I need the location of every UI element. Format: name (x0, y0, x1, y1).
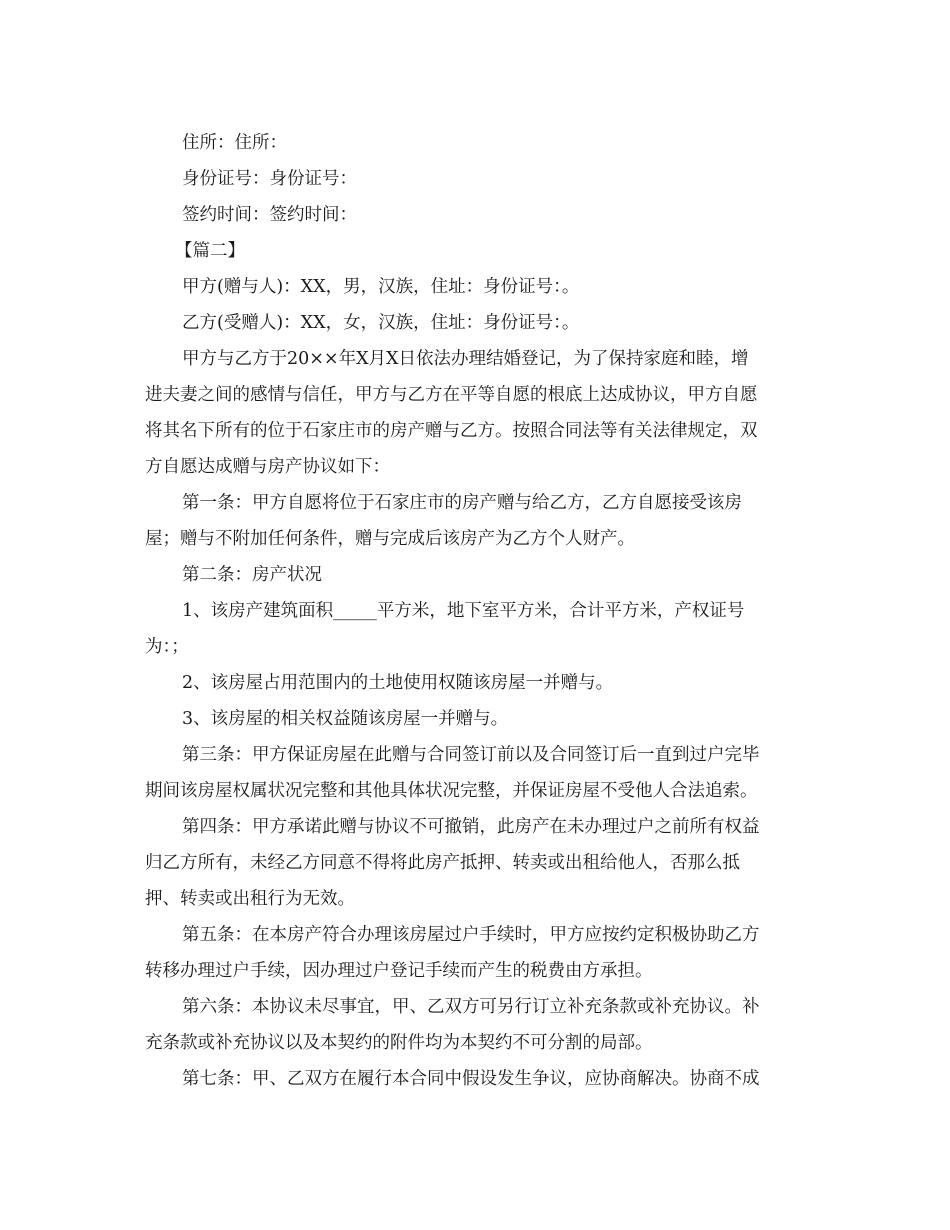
text-line: 将其名下所有的位于石家庄市的房产赠与乙方。按照合同法等有关法律规定，双 (145, 421, 758, 441)
text-line: 第三条：甲方保证房屋在此赠与合同签订前以及合同签订后一直到过户完毕 (182, 745, 760, 765)
text-line: 第一条：甲方自愿将位于石家庄市的房产赠与给乙方，乙方自愿接受该房 (182, 493, 742, 513)
text-line: 归乙方所有，未经乙方同意不得将此房产抵押、转卖或出租给他人，否那么抵 (145, 853, 740, 873)
text-line: 转移办理过户手续，因办理过户登记手续而产生的税费由方承担。 (145, 961, 653, 981)
text-line: 身份证号：身份证号： (182, 169, 357, 189)
text-line: 甲方与乙方于20××年X月X日依法办理结婚登记，为了保持家庭和睦，增 (182, 349, 749, 369)
text-line: 第四条：甲方承诺此赠与协议不可撤销，此房产在未办理过户之前所有权益 (182, 817, 760, 837)
text-line: 第七条：甲、乙双方在履行本合同中假设发生争议，应协商解决。协商不成 (182, 1069, 760, 1089)
text-line: 3、该房屋的相关权益随该房屋一并赠与。 (182, 709, 509, 729)
text-line: 进夫妻之间的感情与信任，甲方与乙方在平等自愿的根底上达成协议，甲方自愿 (145, 385, 758, 405)
text-line: 乙方(受赠人)：XX，女，汉族，住址：身份证号：。 (182, 313, 580, 333)
text-line: 住所：住所： (182, 133, 287, 153)
text-line: 2、该房屋占用范围内的土地使用权随该房屋一并赠与。 (182, 673, 614, 693)
text-line: 屋；赠与不附加任何条件，赠与完成后该房产为乙方个人财产。 (145, 529, 635, 549)
text-line: 第六条：本协议未尽事宜，甲、乙双方可另行订立补充条款或补充协议。补 (182, 997, 760, 1017)
text-line: 押、转卖或出租行为无效。 (145, 889, 355, 909)
section-heading: 【篇二】 (175, 241, 245, 261)
text-line: 第五条：在本房产符合办理该房屋过户手续时，甲方应按约定积极协助乙方 (182, 925, 760, 945)
text-line: 签约时间：签约时间： (182, 205, 357, 225)
text-line: 甲方(赠与人)：XX，男，汉族，住址：身份证号：。 (182, 277, 580, 297)
text-line: 第二条：房产状况 (182, 565, 322, 585)
text-line: 为：； (145, 637, 189, 657)
text-line: 1、该房产建筑面积_____平方米，地下室平方米，合计平方米，产权证号 (182, 601, 745, 621)
text-line: 充条款或补充协议以及本契约的附件均为本契约不可分割的局部。 (145, 1033, 653, 1053)
text-line: 方自愿达成赠与房产协议如下： (145, 457, 390, 477)
text-line: 期间该房屋权属状况完整和其他具体状况完整，并保证房屋不受他人合法追索。 (145, 781, 758, 801)
